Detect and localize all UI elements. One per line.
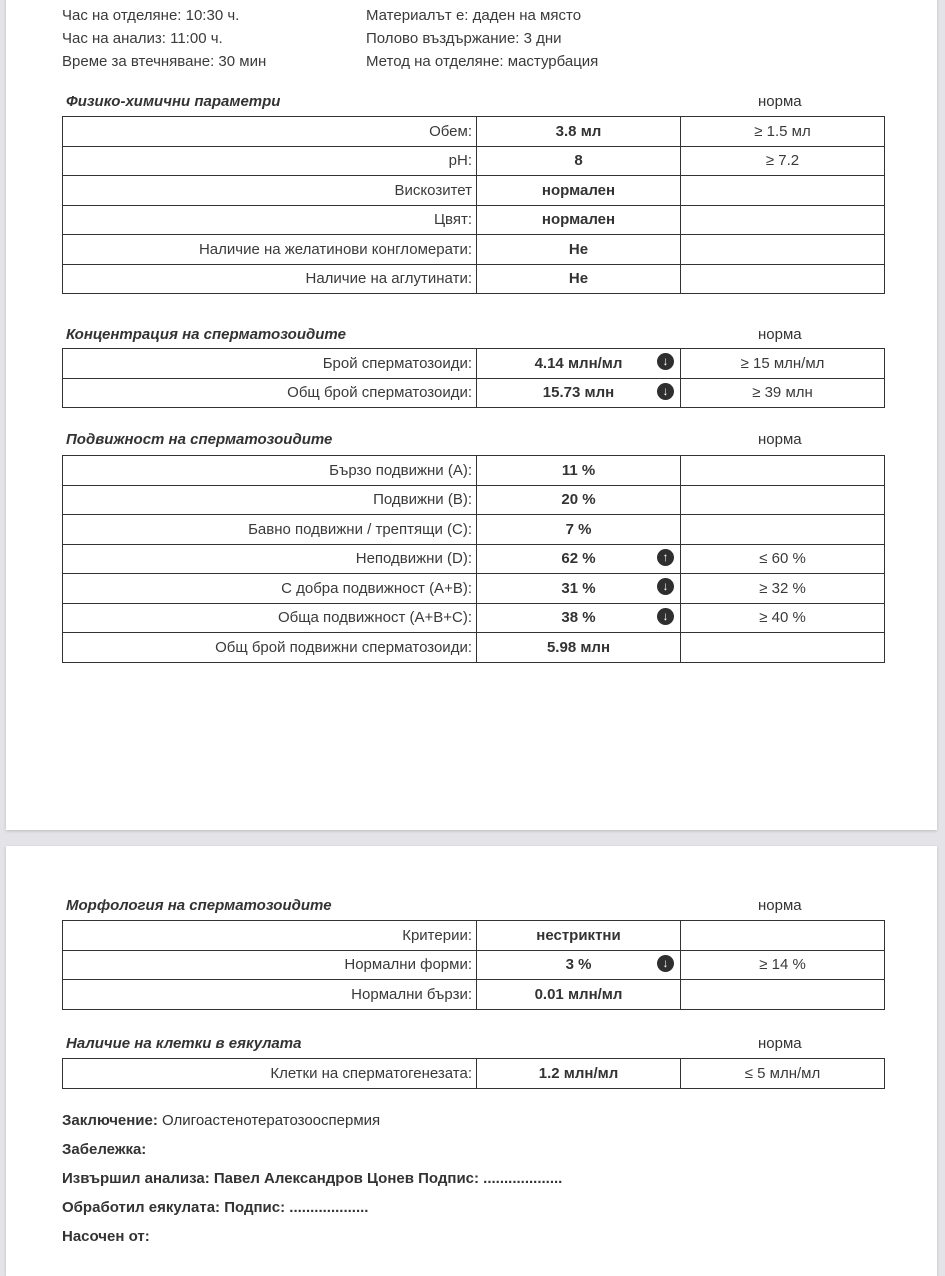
row-label: Общ брой сперматозоиди: xyxy=(63,378,477,408)
row-label: Обем: xyxy=(63,117,477,147)
row-norm xyxy=(681,456,885,486)
row-norm xyxy=(681,921,885,951)
row-value xyxy=(477,349,681,379)
table-row xyxy=(63,921,885,951)
row-norm: ≥ 1.5 мл xyxy=(681,117,885,147)
row-value xyxy=(477,456,681,486)
value-text: нестриктни xyxy=(536,926,621,944)
value-text: 3.8 мл xyxy=(555,122,602,140)
table-row xyxy=(63,117,885,147)
table-row xyxy=(63,378,885,408)
value-text: нормален xyxy=(541,181,616,199)
row-value xyxy=(477,603,681,633)
table-row xyxy=(63,176,885,206)
table-row xyxy=(63,1059,885,1089)
row-norm xyxy=(681,485,885,515)
value-text: Не xyxy=(568,270,589,288)
row-value xyxy=(477,117,681,147)
row-value xyxy=(477,264,681,294)
value-text: 20 % xyxy=(561,491,596,509)
table-cells xyxy=(62,1058,885,1089)
value-text: 8 xyxy=(574,152,583,170)
row-norm xyxy=(681,235,885,265)
table-motility xyxy=(62,455,885,663)
value-text: 1.2 млн/мл xyxy=(538,1064,619,1082)
row-value xyxy=(477,235,681,265)
table-morphology xyxy=(62,920,885,1010)
arrow-down-icon: ↓ xyxy=(657,383,674,400)
value-text: 3 % xyxy=(565,956,592,974)
row-norm: ≥ 40 % xyxy=(681,603,885,633)
row-label: Наличие на желатинови конгломерати: xyxy=(63,235,477,265)
report-page-2 xyxy=(6,846,937,1276)
arrow-down-icon: ↓ xyxy=(657,353,674,370)
table-row xyxy=(63,950,885,980)
table-row xyxy=(63,603,885,633)
section-title-physchem: Физико-химични параметри xyxy=(66,93,281,110)
header-right xyxy=(366,4,598,73)
row-norm xyxy=(681,176,885,206)
collection-time: Час на отделяне: 10:30 ч. xyxy=(62,7,240,24)
value-text: 0.01 млн/мл xyxy=(534,985,623,1003)
table-row xyxy=(63,205,885,235)
value-text: нормален xyxy=(541,211,616,229)
table-physchem xyxy=(62,116,885,294)
row-norm: ≤ 60 % xyxy=(681,544,885,574)
section-title-morphology: Морфология на сперматозоидите xyxy=(66,897,332,914)
section-title-concentration: Концентрация на сперматозоидите xyxy=(66,326,346,343)
note-label: Забележка: xyxy=(62,1141,147,1158)
row-value xyxy=(477,378,681,408)
value-text: 11 % xyxy=(561,461,596,479)
row-label: Цвят: xyxy=(63,205,477,235)
row-label: Общ брой подвижни сперматозоиди: xyxy=(63,633,477,663)
arrow-up-icon: ↑ xyxy=(657,549,674,566)
arrow-down-icon: ↓ xyxy=(657,955,674,972)
row-label: Наличие на аглутинати: xyxy=(63,264,477,294)
table-row xyxy=(63,574,885,604)
performed-by: Извършил анализа: Павел Александров Цонев Подпис: ................... xyxy=(62,1170,563,1187)
conclusion xyxy=(62,1112,380,1129)
row-norm xyxy=(681,633,885,663)
table-row xyxy=(63,349,885,379)
value-text: 4.14 млн/мл xyxy=(534,354,623,372)
row-label: Бавно подвижни / трептящи (C): xyxy=(63,515,477,545)
norma-header: норма xyxy=(758,326,802,343)
table-row xyxy=(63,456,885,486)
row-norm: ≥ 32 % xyxy=(681,574,885,604)
row-label: Подвижни (B): xyxy=(63,485,477,515)
row-label: pH: xyxy=(63,146,477,176)
material-source: Материалът е: даден на място xyxy=(366,7,582,24)
norma-header: норма xyxy=(758,1035,802,1052)
row-label: Нормални бързи: xyxy=(63,980,477,1010)
row-label: Клетки на сперматогенезата: xyxy=(63,1059,477,1089)
norma-header: норма xyxy=(758,93,802,110)
report-page-1 xyxy=(6,0,937,830)
row-value xyxy=(477,1059,681,1089)
table-row xyxy=(63,235,885,265)
value-text: 62 % xyxy=(561,550,596,568)
row-label: Брой сперматозоиди: xyxy=(63,349,477,379)
table-row xyxy=(63,515,885,545)
row-value xyxy=(477,633,681,663)
row-value xyxy=(477,980,681,1010)
row-value xyxy=(477,485,681,515)
row-label: Обща подвижност (A+B+C): xyxy=(63,603,477,633)
analysis-time: Час на анализ: 11:00 ч. xyxy=(62,30,223,47)
row-label: Бързо подвижни (A): xyxy=(63,456,477,486)
table-row xyxy=(63,633,885,663)
row-label: Критерии: xyxy=(63,921,477,951)
row-norm: ≥ 39 млн xyxy=(681,378,885,408)
conclusion-value: Олигоастенотератозооспермия xyxy=(157,1112,381,1129)
norma-header: норма xyxy=(758,897,802,914)
section-title-cells: Наличие на клетки в еякулата xyxy=(66,1035,302,1052)
header-left xyxy=(62,4,266,73)
table-row xyxy=(63,485,885,515)
row-label: Вискозитет xyxy=(63,176,477,206)
row-norm: ≥ 14 % xyxy=(681,950,885,980)
table-row xyxy=(63,980,885,1010)
row-value xyxy=(477,921,681,951)
row-label: С добра подвижност (A+B): xyxy=(63,574,477,604)
conclusion-label: Заключение: xyxy=(62,1112,158,1129)
arrow-down-icon: ↓ xyxy=(657,578,674,595)
table-row xyxy=(63,264,885,294)
arrow-down-icon: ↓ xyxy=(657,608,674,625)
row-norm xyxy=(681,264,885,294)
processed-by: Обработил еякулата: Подпис: ................... xyxy=(62,1199,369,1216)
value-text: 5.98 млн xyxy=(546,638,611,656)
row-label: Нормални форми: xyxy=(63,950,477,980)
row-norm: ≥ 15 млн/мл xyxy=(681,349,885,379)
section-title-motility: Подвижност на сперматозоидите xyxy=(66,431,333,448)
row-value xyxy=(477,950,681,980)
table-row xyxy=(63,146,885,176)
row-norm: ≤ 5 млн/мл xyxy=(681,1059,885,1089)
row-value xyxy=(477,515,681,545)
value-text: 38 % xyxy=(561,609,596,627)
liquefaction-time: Време за втечняване: 30 мин xyxy=(62,53,267,70)
row-value xyxy=(477,146,681,176)
norma-header: норма xyxy=(758,431,802,448)
table-concentration xyxy=(62,348,885,408)
value-text: 7 % xyxy=(565,520,592,538)
row-value xyxy=(477,574,681,604)
row-label: Неподвижни (D): xyxy=(63,544,477,574)
table-row xyxy=(63,544,885,574)
referred-by: Насочен от: xyxy=(62,1228,150,1245)
row-value xyxy=(477,176,681,206)
abstinence: Полово въздържание: 3 дни xyxy=(366,30,562,47)
collection-method: Метод на отделяне: мастурбация xyxy=(366,53,599,70)
row-norm: ≥ 7.2 xyxy=(681,146,885,176)
row-value xyxy=(477,544,681,574)
row-norm xyxy=(681,980,885,1010)
row-norm xyxy=(681,205,885,235)
row-value xyxy=(477,205,681,235)
row-norm xyxy=(681,515,885,545)
value-text: 31 % xyxy=(561,579,596,597)
value-text: Не xyxy=(568,240,589,258)
value-text: 15.73 млн xyxy=(542,384,615,402)
